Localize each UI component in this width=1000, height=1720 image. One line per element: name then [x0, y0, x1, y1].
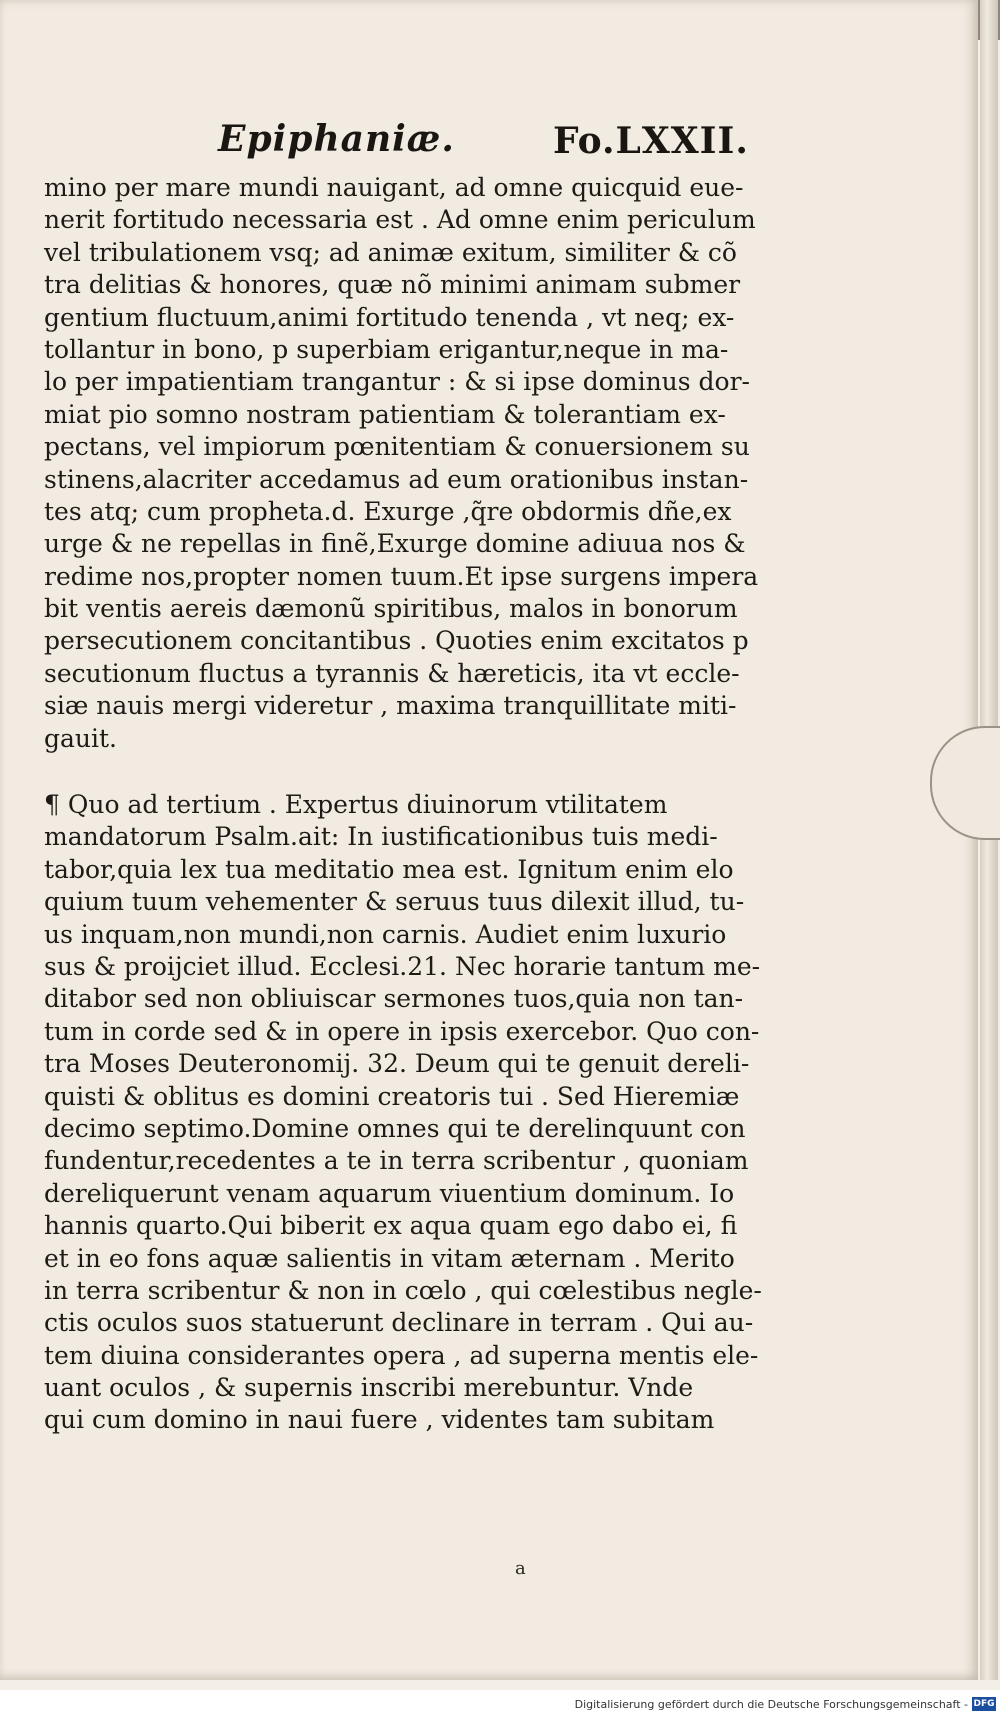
text-line: dereliquerunt venam aquarum viuentium dominum. Io	[44, 1178, 735, 1208]
dfg-logo: DFG	[973, 1699, 995, 1709]
text-line: urge & ne repellas in finẽ,Exurge domine adiuua nos &	[44, 529, 746, 559]
funding-credit: Digitalisierung gefördert durch die Deutsche Forschungsgemeinschaft -	[574, 1698, 968, 1711]
text-line: tabor,quia lex tua meditatio mea est. Ignitum enim elo	[44, 854, 734, 884]
text-line: persecutionem concitantibus . Quoties enim excitatos p	[44, 626, 749, 656]
text-line: redime nos,propter nomen tuum.Et ipse surgens impera	[44, 561, 759, 591]
text-line: siæ nauis mergi videretur , maxima tranquillitate miti-	[44, 691, 737, 721]
text-line: tum in corde sed & in opere in ipsis exercebor. Quo con-	[44, 1016, 760, 1046]
text-line: ditabor sed non obliuiscar sermones tuos,quia non tan-	[44, 984, 744, 1014]
text-line: tra delitias & honores, quæ nõ minimi animam submer	[44, 270, 741, 300]
text-line: mino per mare mundi nauigant, ad omne quicquid eue-	[44, 173, 744, 202]
text-line: qui cum domino in naui fuere , videntes tam subitam	[44, 1405, 715, 1435]
text-line: hannis quarto.Qui biberit ex aqua quam ego dabo ei, fi	[44, 1211, 738, 1241]
text-line: miat pio somno nostram patientiam & tolerantiam ex-	[44, 399, 726, 429]
text-line: tollantur in bono, p superbiam erigantur,neque in ma-	[44, 334, 729, 364]
text-line: uant oculos , & supernis inscribi merebuntur. Vnde	[44, 1373, 694, 1403]
paragraph-1	[44, 172, 784, 755]
body-text	[44, 172, 784, 1437]
text-line: tem diuina considerantes opera , ad superna mentis ele-	[44, 1340, 759, 1370]
text-line: ctis oculos suos statuerunt declinare in terram . Qui au-	[44, 1308, 754, 1338]
text-line: sus & proijciet illud. Ecclesi.21. Nec horarie tantum me-	[44, 951, 761, 981]
text-line: et in eo fons aquæ salientis in vitam æternam . Merito	[44, 1243, 735, 1273]
text-line: mandatorum Psalm.ait: In iustificationibus tuis medi-	[44, 822, 718, 852]
text-line: quisti & oblitus es domini creatoris tui . Sed Hieremiæ	[44, 1081, 740, 1111]
paragraph-gap	[44, 755, 784, 789]
text-line: secutionum fluctus a tyrannis & hæreticis, ita vt eccle-	[44, 658, 740, 688]
running-title: Epiphaniæ.	[218, 118, 455, 160]
text-line: ¶ Quo ad tertium . Expertus diuinorum vtilitatem	[44, 790, 668, 820]
text-line: in terra scribentur & non in cœlo , qui cœlestibus negle-	[44, 1275, 762, 1305]
text-line: pectans, vel impiorum pœnitentiam & conuersionem su	[44, 432, 750, 462]
text-line: us inquam,non mundi,non carnis. Audiet enim luxurio	[44, 919, 727, 949]
text-line: lo per impatientiam trangantur : & si ipse dominus dor-	[44, 367, 750, 397]
page-edge	[980, 0, 998, 1680]
text-line: quium tuum vehementer & seruus tuus dilexit illud, tu-	[44, 887, 745, 917]
text-line: tes atq; cum propheta.d. Exurge ,q̃re obdormis dñe,ex	[44, 496, 732, 526]
folio-number: Fo.LXXII.	[553, 120, 749, 162]
text-line: decimo septimo.Domine omnes qui te derelinquunt con	[44, 1113, 746, 1143]
text-line: nerit fortitudo necessaria est . Ad omne enim periculum	[44, 205, 756, 235]
text-line: gauit.	[44, 723, 117, 753]
footer-bar	[0, 1692, 1000, 1720]
text-line: stinens,alacriter accedamus ad eum orationibus instan-	[44, 464, 749, 494]
paragraph-2	[44, 789, 784, 1437]
text-line: bit ventis aereis dæmonũ spiritibus, malos in bonorum	[44, 594, 738, 624]
text-line: vel tribulationem vsq; ad animæ exitum, similiter & cõ	[44, 237, 737, 267]
text-line: tra Moses Deuteronomij. 32. Deum qui te genuit dereli-	[44, 1049, 750, 1079]
page-header	[0, 118, 978, 168]
text-line: gentium fluctuum,animi fortitudo tenenda , vt neq; ex-	[44, 302, 735, 332]
signature-mark: a	[515, 1558, 526, 1579]
text-line: fundentur,recedentes a te in terra scribentur , quoniam	[44, 1146, 749, 1176]
